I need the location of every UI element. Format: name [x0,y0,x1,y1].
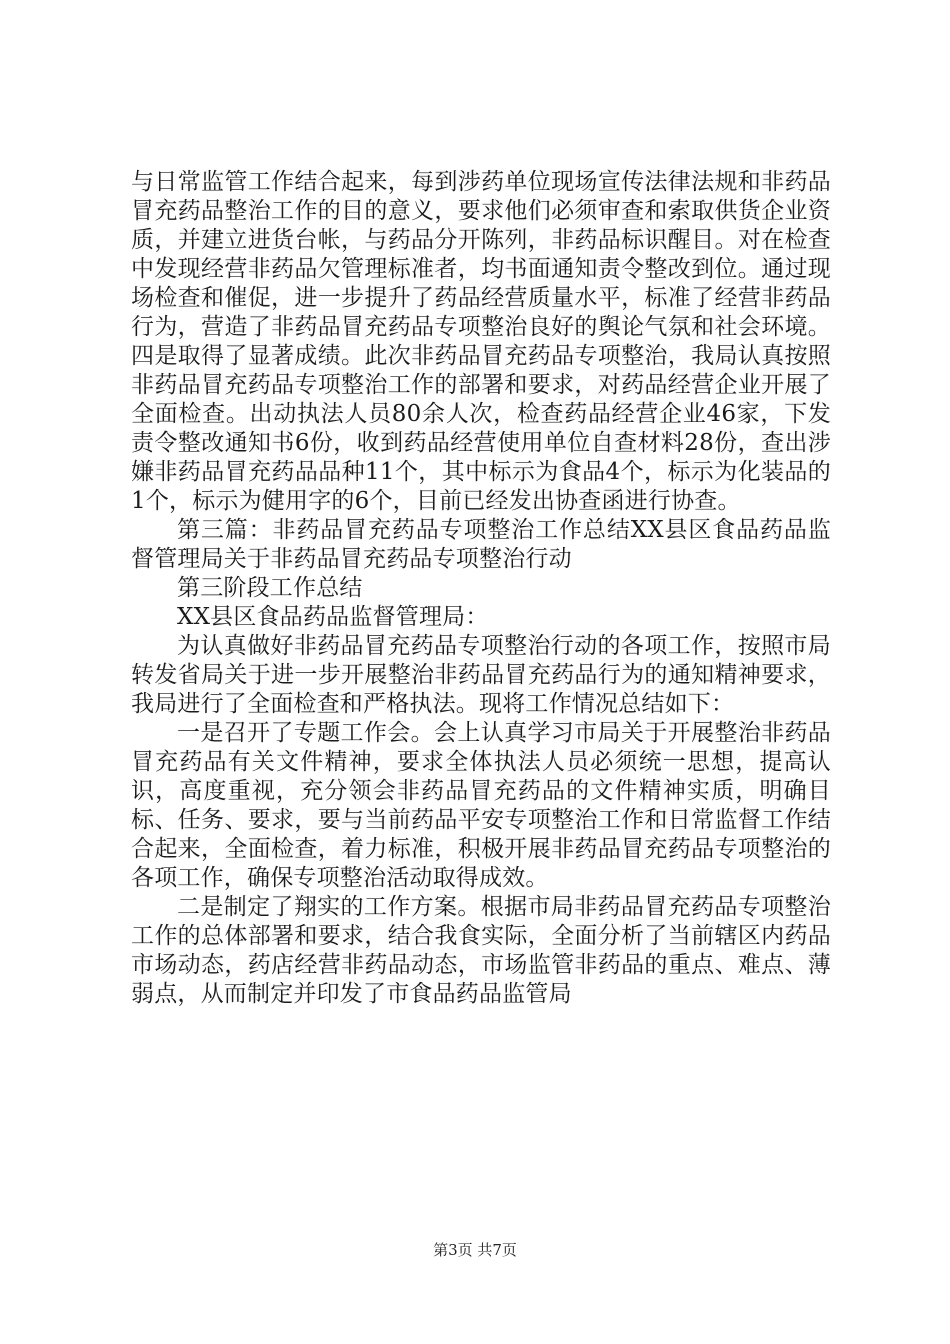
paragraph-addressee: XX县区食品药品监督管理局： [177,604,489,630]
paragraph-stage-title: 第三阶段工作总结 [177,575,363,601]
page-footer [0,1240,950,1260]
paragraph-continuation: 与日常监管工作结合起来，每到涉药单位现场宣传法律法规和非药品冒充药品整治工作的目的意义，要求他们必须审查和索取供货企业资质，并建立进货台帐，与药品分开陈列，非药品标识醒目。对在检查中发现经营非药品欠管理标准者，均书面通知责令整改到位。通过现场检查和催促，进一步提升了药品经营质量水平，标准了经营非药品行为，营造了非药品冒充药品专项整治良好的舆论气氛和社会环境。四是取得了显著成绩。此次非药品冒充药品专项整治，我局认真按照非药品冒充药品专项整治工作的部署和要求，对药品经营企业开展了全面检查。出动执法人员80余人次，检查药品经营企业46家，下发责令整改通知书6份，收到药品经营使用单位自查材料28份，查出涉嫌非药品冒充药品品种11个，其中标示为食品4个，标示为化装品的1个，标示为健用字的6个，目前已经发出协查函进行协查。 [131,169,831,514]
paragraph-section-title: 第三篇：非药品冒充药品专项整治工作总结XX县区食品药品监督管理局关于非药品冒充药品专项整治行动 [131,517,831,572]
paragraph-intro: 为认真做好非药品冒充药品专项整治行动的各项工作，按照市局转发省局关于进一步开展整治非药品冒充药品行为的通知精神要求，我局进行了全面检查和严格执法。现将工作情况总结如下： [131,633,831,717]
paragraph-point-one: 一是召开了专题工作会。会上认真学习市局关于开展整治非药品冒充药品有关文件精神，要求全体执法人员必须统一思想，提高认识，高度重视，充分领会非药品冒充药品的文件精神实质，明确目标、任务、要求，要与当前药品平安专项整治工作和日常监督工作结合起来，全面检查，着力标准，积极开展非药品冒充药品专项整治的各项工作，确保专项整治活动取得成效。 [131,720,831,891]
paragraph-point-two: 二是制定了翔实的工作方案。根据市局非药品冒充药品专项整治工作的总体部署和要求，结合我食实际，全面分析了当前辖区内药品市场动态，药店经营非药品动态，市场监管非药品的重点、难点、薄弱点，从而制定并印发了市食品药品监管局 [131,894,831,1007]
document-body [131,168,831,1009]
page-number-label: 第3页 共7页 [433,1241,517,1259]
